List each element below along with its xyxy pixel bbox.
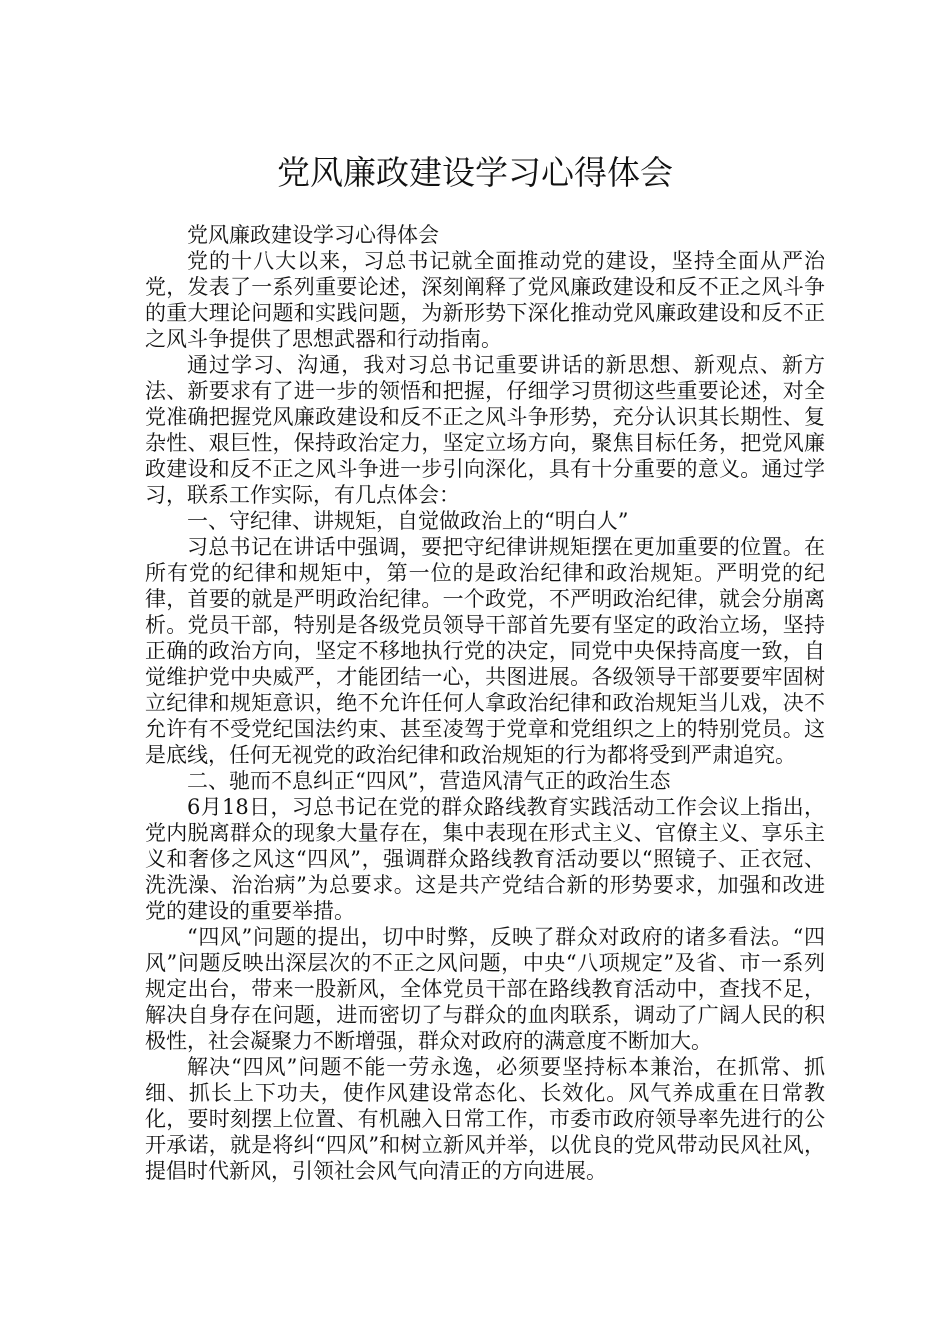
paragraph-june-18: 6月18日，习总书记在党的群众路线教育实践活动工作会议上指出，党内脱离群众的现象大量存在，集中表现在形式主义、官僚主义、享乐主义和奢侈之风这“四风”，强调群众路线教育活动要以“照镜子、正衣冠、洗洗澡、治治病”为总要求。这是共产党结合新的形势要求，加强和改进党的建设的重要举措。 <box>145 795 825 923</box>
paragraph-study: 通过学习、沟通，我对习总书记重要讲话的新思想、新观点、新方法、新要求有了进一步的领悟和把握，仔细学习贯彻这些重要论述，对全党准确把握党风廉政建设和反不正之风斗争形势，充分认识其长期性、复杂性、艰巨性，保持政治定力，坚定立场方向，聚焦目标任务，把党风廉政建设和反不正之风斗争进一步引向深化，具有十分重要的意义。通过学习，联系工作实际，有几点体会： <box>145 353 825 507</box>
paragraph-discipline: 习总书记在讲话中强调，要把守纪律讲规矩摆在更加重要的位置。在所有党的纪律和规矩中，第一位的是政治纪律和政治规矩。严明党的纪律，首要的就是严明政治纪律。一个政党，不严明政治纪律，就会分崩离析。党员干部，特别是各级党员领导干部首先要有坚定的政治立场，坚持正确的政治方向，坚定不移地执行党的决定，同党中央保持高度一致，自觉维护党中央威严，才能团结一心，共图进展。各级领导干部要要牢固树立纪律和规矩意识，绝不允许任何人拿政治纪律和政治规矩当儿戏，决不允许有不受党纪国法约束、甚至凌驾于党章和党组织之上的特别党员。这是底线，任何无视党的政治纪律和政治规矩的行为都将受到严肃追究。 <box>145 535 825 767</box>
section-heading-2: 二、驰而不息纠正“四风”，营造风清气正的政治生态 <box>187 769 671 793</box>
paragraph-solution: 解决“四风”问题不能一劳永逸，必须要坚持标本兼治，在抓常、抓细、抓长上下功夫，使作风建设常态化、长效化。风气养成重在日常教化，要时刻摆上位置、有机融入日常工作，市委市政府领导率先进行的公开承诺，就是将纠“四风”和树立新风并举，以优良的党风带动民风社风，提倡时代新风，引领社会风气向清正的方向进展。 <box>145 1055 825 1183</box>
document-body <box>145 222 825 1184</box>
paragraph-intro: 党的十八大以来，习总书记就全面推动党的建设，坚持全面从严治党，发表了一系列重要论述，深刻阐释了党风廉政建设和反不正之风斗争的重大理论问题和实践问题，为新形势下深化推动党风廉政建设和反不正之风斗争提供了思想武器和行动指南。 <box>145 249 825 351</box>
section-heading-1: 一、守纪律、讲规矩，自觉做政治上的“明白人” <box>187 509 629 533</box>
paragraph-four-winds: “四风”问题的提出，切中时弊，反映了群众对政府的诸多看法。“四风”问题反映出深层次的不正之风问题，中央“八项规定”及省、市一系列规定出台，带来一股新风，全体党员干部在路线教育活动中，查找不足，解决自身存在问题，进而密切了与群众的血肉联系，调动了广阔人民的积极性，社会凝聚力不断增强，群众对政府的满意度不断加大。 <box>145 925 825 1053</box>
document-title: 党风廉政建设学习心得体会 <box>277 153 673 193</box>
paragraph-subtitle: 党风廉政建设学习心得体会 <box>187 223 439 247</box>
